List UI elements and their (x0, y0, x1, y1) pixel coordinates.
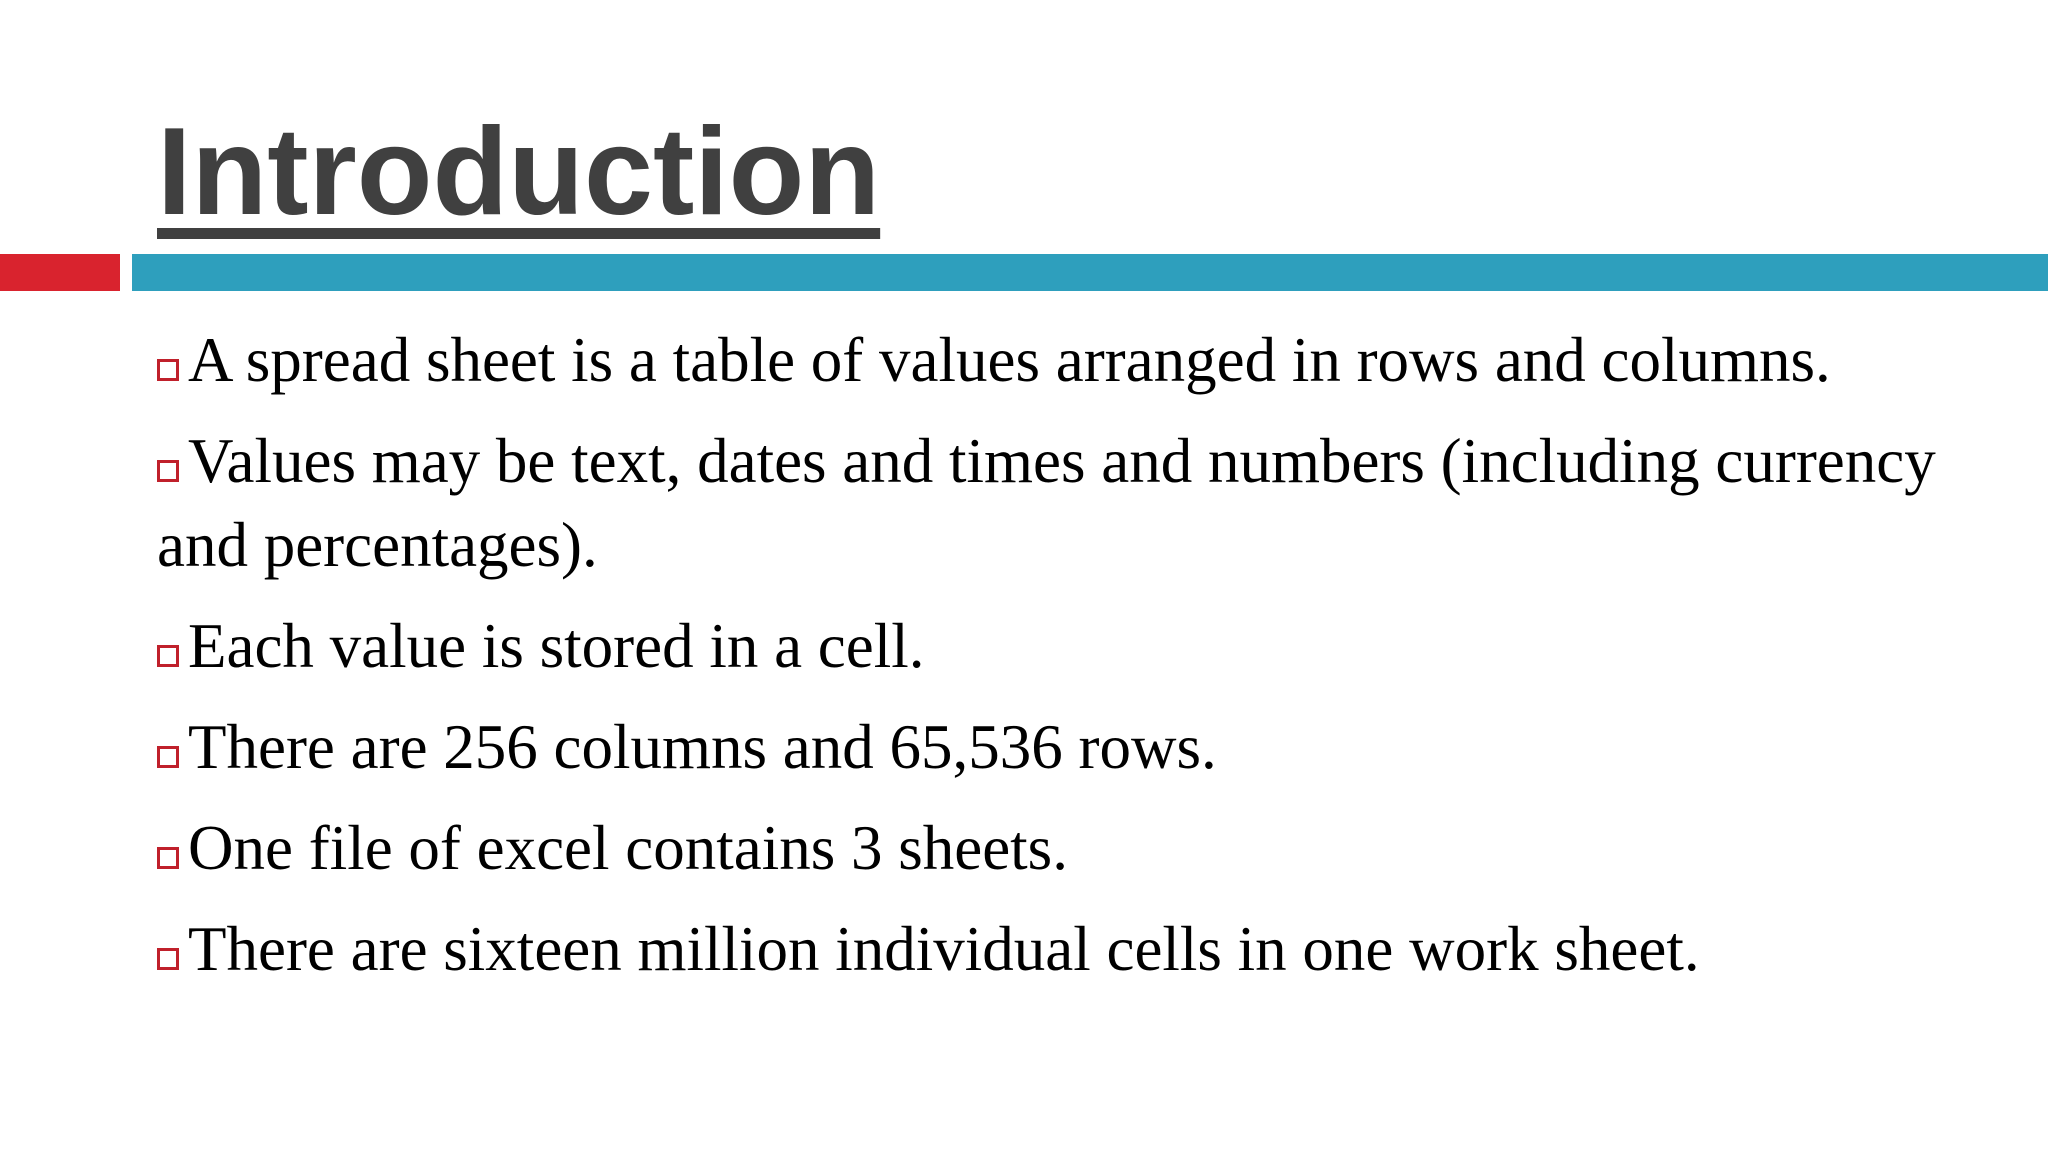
bullet-item (157, 907, 2017, 991)
bullet-text: A spread sheet is a table of values arranged in rows and columns. (188, 325, 1831, 395)
hollow-square-bullet-icon (157, 746, 179, 768)
bullet-item (157, 806, 2017, 890)
hollow-square-bullet-icon (157, 359, 179, 381)
hollow-square-bullet-icon (157, 460, 179, 482)
red-accent-bar (0, 254, 120, 291)
bullet-text: Values may be text, dates and times and numbers (including currency and percentages). (157, 426, 1936, 580)
teal-divider-bar (132, 254, 2048, 291)
bullet-list (157, 318, 2017, 1008)
hollow-square-bullet-icon (157, 847, 179, 869)
bullet-text: There are 256 columns and 65,536 rows. (188, 712, 1217, 782)
bullet-item (157, 705, 2017, 789)
bullet-text: One file of excel contains 3 sheets. (188, 813, 1068, 883)
bullet-text: Each value is stored in a cell. (188, 611, 925, 681)
hollow-square-bullet-icon (157, 948, 179, 970)
bullet-text: There are sixteen million individual cells in one work sheet. (188, 914, 1700, 984)
bullet-item (157, 419, 2017, 587)
slide-title: Introduction (157, 103, 881, 241)
hollow-square-bullet-icon (157, 645, 179, 667)
bullet-item (157, 318, 2017, 402)
bullet-item (157, 604, 2017, 688)
